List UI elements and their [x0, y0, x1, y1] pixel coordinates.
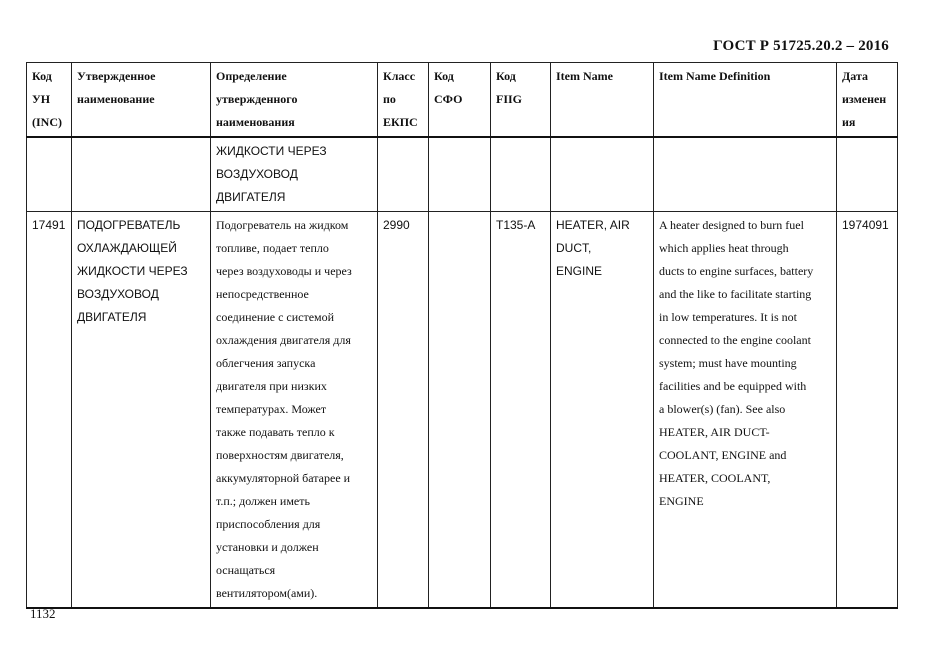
entry-item-name-definition: A heater designed to burn fuel which applies heat through ducts to engine surfaces, battery and the like to facilitate starting in low temperatures. It is not connected to the engine coolant system; must have mounting facilities and be equipped with a blower(s) (fan). See also HEATER, AIR DUCT- COOLANT, ENGINE and HEATER, COOLANT, ENGINE	[654, 212, 837, 609]
continuation-approved-name	[72, 137, 211, 212]
header-change-date: Дата изменен ия	[837, 63, 898, 138]
header-sfo-code: Код СФО	[429, 63, 491, 138]
header-fiig-code: Код FIIG	[491, 63, 551, 138]
continuation-sfo-code	[429, 137, 491, 212]
document-standard-id: ГОСТ Р 51725.20.2 – 2016	[713, 38, 889, 54]
continuation-item-name	[551, 137, 654, 212]
catalog-table	[26, 62, 898, 609]
table-row	[27, 212, 898, 609]
entry-ekps-class: 2990	[378, 212, 429, 609]
header-ekps-class: Класс по ЕКПС	[378, 63, 429, 138]
entry-approved-name: ПОДОГРЕВАТЕЛЬ ОХЛАЖДАЮЩЕЙ ЖИДКОСТИ ЧЕРЕЗ ВОЗДУХОВОД ДВИГАТЕЛЯ	[72, 212, 211, 609]
continuation-ekps-class	[378, 137, 429, 212]
continuation-inc	[27, 137, 72, 212]
entry-fiig-code: T135-A	[491, 212, 551, 609]
header-item-name-definition: Item Name Definition	[654, 63, 837, 138]
entry-inc: 17491	[27, 212, 72, 609]
page-number: 1132	[30, 606, 56, 621]
entry-item-name: HEATER, AIR DUCT, ENGINE	[551, 212, 654, 609]
continuation-fiig-code	[491, 137, 551, 212]
header-definition: Определение утвержденного наименования	[211, 63, 378, 138]
continuation-change-date	[837, 137, 898, 212]
continuation-definition: ЖИДКОСТИ ЧЕРЕЗ ВОЗДУХОВОД ДВИГАТЕЛЯ	[211, 137, 378, 212]
continuation-item-name-definition	[654, 137, 837, 212]
header-item-name: Item Name	[551, 63, 654, 138]
entry-definition-ru: Подогреватель на жидком топливе, подает тепло через воздуховоды и через непосредственное соединение с системой охлаждения двигателя для облегчения запуска двигателя при низких температурах. Может также подавать тепло к поверхностям двигателя, аккумуляторной батарее и т.п.; должен иметь приспособления для установки и должен оснащаться вентилятором(ами).	[211, 212, 378, 609]
header-row	[27, 63, 898, 138]
entry-sfo-code	[429, 212, 491, 609]
entry-change-date: 1974091	[837, 212, 898, 609]
continuation-row	[27, 137, 898, 212]
header-approved-name: Утвержденное наименование	[72, 63, 211, 138]
header-inc: Код УН (INC)	[27, 63, 72, 138]
